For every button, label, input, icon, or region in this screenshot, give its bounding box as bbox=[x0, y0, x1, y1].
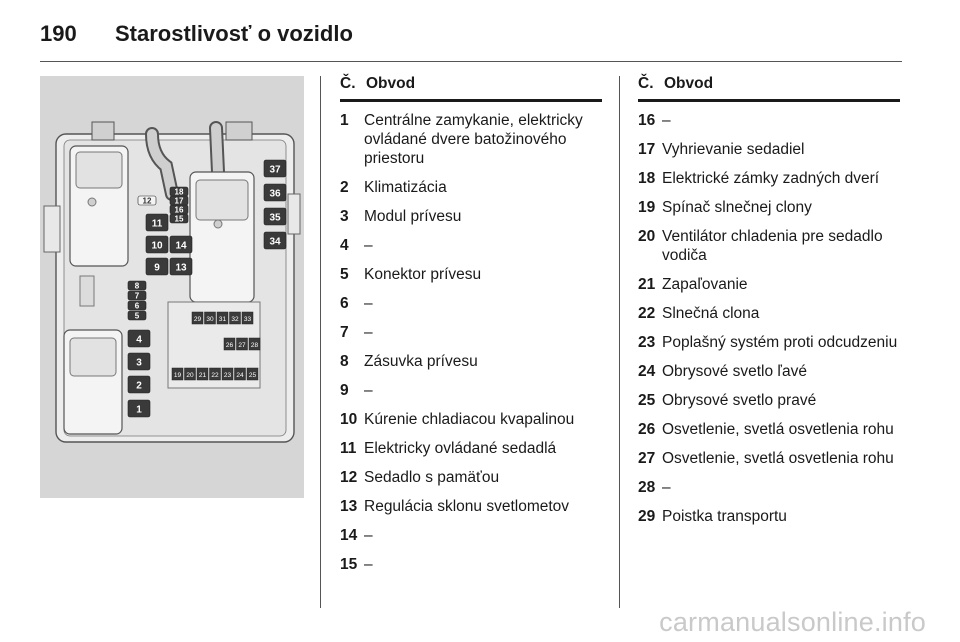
circuit-description: – bbox=[364, 295, 373, 312]
circuit-number: 19 bbox=[638, 199, 656, 216]
relay-right-knob bbox=[214, 220, 222, 228]
circuit-number: 4 bbox=[340, 237, 349, 254]
slot-mid-left bbox=[80, 276, 94, 306]
circuit-description: – bbox=[364, 382, 373, 399]
circuit-number: 2 bbox=[340, 179, 349, 196]
circuit-row bbox=[340, 497, 602, 516]
circuit-row bbox=[340, 526, 602, 545]
circuit-description: Poplašný systém proti odcudzeniu bbox=[662, 334, 898, 351]
connector-top-1 bbox=[92, 122, 114, 140]
circuit-row bbox=[340, 207, 602, 226]
header-rule bbox=[40, 61, 902, 62]
column-header-number: Č. bbox=[638, 75, 654, 92]
circuit-row bbox=[340, 381, 602, 400]
circuit-description: – bbox=[364, 324, 373, 341]
small-fuse-label: 26 bbox=[225, 342, 234, 349]
circuit-description: Slnečná clona bbox=[662, 305, 760, 322]
circuit-number: 24 bbox=[638, 363, 656, 380]
column-header-number: Č. bbox=[340, 75, 356, 92]
column-header bbox=[638, 74, 900, 102]
circuit-number: 18 bbox=[638, 170, 656, 187]
circuit-number: 23 bbox=[638, 334, 656, 351]
circuit-description: Obrysové svetlo ľavé bbox=[662, 363, 807, 380]
circuit-number: 20 bbox=[638, 228, 656, 245]
circuit-description: Elektricky ovládané sedadlá bbox=[364, 440, 557, 457]
circuit-row bbox=[638, 478, 900, 497]
circuit-row bbox=[638, 507, 900, 526]
fuse-label: 3 bbox=[136, 357, 142, 369]
circuit-row bbox=[340, 410, 602, 429]
circuit-description: – bbox=[364, 237, 373, 254]
circuit-row bbox=[340, 265, 602, 284]
fuse-label: 7 bbox=[134, 291, 140, 301]
fuse-label: 11 bbox=[151, 218, 163, 230]
circuit-row bbox=[340, 323, 602, 342]
circuit-number: 14 bbox=[340, 527, 358, 544]
fuse-label: 13 bbox=[175, 262, 187, 274]
circuit-description: Regulácia sklonu svetlometov bbox=[364, 498, 570, 515]
circuit-description: – bbox=[662, 479, 671, 496]
page-number: 190 bbox=[40, 21, 77, 46]
page-title: Starostlivosť o vozidlo bbox=[115, 21, 353, 46]
relay-right-top bbox=[196, 180, 248, 220]
circuit-description: – bbox=[364, 556, 373, 573]
circuit-number: 21 bbox=[638, 276, 656, 293]
small-fuse-label: 28 bbox=[250, 342, 259, 349]
circuit-list-right bbox=[638, 74, 900, 536]
circuit-row bbox=[340, 555, 602, 574]
housing-tab-left bbox=[44, 206, 60, 252]
circuit-number: 27 bbox=[638, 450, 656, 467]
circuit-number: 16 bbox=[638, 112, 656, 129]
fuse-label: 36 bbox=[269, 188, 281, 200]
circuit-number: 6 bbox=[340, 295, 349, 312]
small-fuse-label: 29 bbox=[193, 316, 202, 323]
fuse-label: 10 bbox=[151, 240, 163, 252]
circuit-list-left bbox=[340, 74, 602, 584]
fuse-label: 6 bbox=[134, 301, 140, 311]
circuit-number: 11 bbox=[340, 440, 357, 457]
circuit-number: 28 bbox=[638, 479, 656, 496]
small-fuse-label: 22 bbox=[211, 372, 219, 379]
relay-left-top bbox=[76, 152, 122, 188]
circuit-number: 8 bbox=[340, 353, 349, 370]
circuit-description: Vyhrievanie sedadiel bbox=[662, 141, 805, 158]
circuit-row bbox=[638, 227, 900, 265]
circuit-description: Elektrické zámky zadných dverí bbox=[662, 170, 880, 187]
fuse-label: 16 bbox=[174, 205, 184, 215]
circuit-description: Modul prívesu bbox=[364, 208, 462, 225]
circuit-description: Sedadlo s pamäťou bbox=[364, 469, 500, 486]
circuit-description: Zapaľovanie bbox=[662, 276, 748, 293]
circuit-description: Konektor prívesu bbox=[364, 266, 482, 283]
fuse-label: 8 bbox=[134, 281, 140, 291]
circuit-row bbox=[638, 275, 900, 294]
circuit-row bbox=[638, 391, 900, 410]
circuit-description: Poistka transportu bbox=[662, 508, 787, 525]
small-fuse-label: 20 bbox=[186, 372, 194, 379]
circuit-number: 3 bbox=[340, 208, 349, 225]
circuit-number: 22 bbox=[638, 305, 656, 322]
circuit-description: – bbox=[662, 112, 671, 129]
fuse-label: 14 bbox=[175, 240, 187, 252]
connector-top-2 bbox=[226, 122, 252, 140]
fuse-label: 2 bbox=[136, 380, 142, 392]
fuse-label: 12 bbox=[142, 196, 152, 206]
column-divider-2 bbox=[619, 76, 620, 608]
circuit-number: 29 bbox=[638, 508, 656, 525]
circuit-description: Kúrenie chladiacou kvapalinou bbox=[364, 411, 575, 428]
cable-right-core bbox=[216, 128, 218, 172]
circuit-row bbox=[340, 294, 602, 313]
circuit-row bbox=[340, 352, 602, 371]
circuit-row bbox=[340, 439, 602, 458]
relay-left-knob bbox=[88, 198, 96, 206]
circuit-row bbox=[638, 420, 900, 439]
circuit-description: Osvetlenie, svetlá osvetlenia rohu bbox=[662, 421, 894, 438]
circuit-row bbox=[340, 178, 602, 197]
watermark: carmanualsonline.info bbox=[659, 607, 926, 637]
small-fuse-label: 25 bbox=[248, 372, 257, 379]
fuse-label: 34 bbox=[269, 236, 281, 248]
relay-bottom-left-top bbox=[70, 338, 116, 376]
circuit-row bbox=[340, 236, 602, 255]
fuse-label: 18 bbox=[174, 187, 184, 197]
circuit-row bbox=[340, 111, 602, 168]
circuit-number: 1 bbox=[340, 112, 349, 129]
fuse-label: 4 bbox=[136, 334, 142, 346]
circuit-description: Spínač slnečnej clony bbox=[662, 199, 812, 216]
fuse-label: 5 bbox=[134, 311, 140, 321]
circuit-row bbox=[638, 362, 900, 381]
circuit-row bbox=[638, 169, 900, 188]
small-fuse-label: 23 bbox=[223, 372, 232, 379]
page-header bbox=[40, 14, 353, 54]
fuse-label: 9 bbox=[154, 262, 160, 274]
circuit-row bbox=[638, 333, 900, 352]
column-header bbox=[340, 74, 602, 102]
circuit-number: 7 bbox=[340, 324, 349, 341]
small-fuse-label: 19 bbox=[173, 372, 182, 379]
circuit-number: 15 bbox=[340, 556, 358, 573]
column-header-circuit: Obvod bbox=[664, 75, 714, 92]
circuit-description: Osvetlenie, svetlá osvetlenia rohu bbox=[662, 450, 894, 467]
circuit-description: Klimatizácia bbox=[364, 179, 447, 196]
circuit-row bbox=[340, 468, 602, 487]
column-header-circuit: Obvod bbox=[366, 75, 416, 92]
fuse-label: 37 bbox=[269, 164, 281, 176]
small-fuse-label: 24 bbox=[236, 372, 244, 379]
circuit-description: Centrálne zamykanie, elektricky ovládané dvere batožinového priestoru bbox=[364, 112, 583, 167]
fuse-box-drawing bbox=[40, 76, 304, 498]
small-fuse-label: 21 bbox=[198, 372, 207, 379]
circuit-number: 10 bbox=[340, 411, 358, 428]
small-fuse-label: 27 bbox=[238, 342, 246, 349]
small-fuse-label: 32 bbox=[231, 316, 239, 323]
circuit-description: Obrysové svetlo pravé bbox=[662, 392, 817, 409]
small-fuse-label: 31 bbox=[218, 316, 227, 323]
circuit-number: 17 bbox=[638, 141, 656, 158]
small-fuse-label: 30 bbox=[206, 316, 214, 323]
circuit-row bbox=[638, 111, 900, 130]
circuit-row bbox=[638, 449, 900, 468]
circuit-row bbox=[638, 304, 900, 323]
circuit-description: – bbox=[364, 527, 373, 544]
circuit-number: 12 bbox=[340, 469, 358, 486]
fuse-box-illustration bbox=[40, 76, 304, 498]
circuit-number: 5 bbox=[340, 266, 349, 283]
circuit-number: 26 bbox=[638, 421, 656, 438]
fuse-label: 1 bbox=[136, 404, 142, 416]
circuit-description: Ventilátor chladenia pre sedadlo vodiča bbox=[662, 228, 883, 264]
circuit-row bbox=[638, 140, 900, 159]
fuse-label: 35 bbox=[269, 212, 281, 224]
housing-tab-right bbox=[288, 194, 300, 234]
fuse-label: 17 bbox=[174, 196, 184, 206]
circuit-number: 9 bbox=[340, 382, 349, 399]
column-divider-1 bbox=[320, 76, 321, 608]
circuit-number: 13 bbox=[340, 498, 358, 515]
circuit-number: 25 bbox=[638, 392, 656, 409]
fuse-label: 15 bbox=[174, 214, 184, 224]
circuit-row bbox=[638, 198, 900, 217]
small-fuse-label: 33 bbox=[243, 316, 252, 323]
circuit-description: Zásuvka prívesu bbox=[364, 353, 478, 370]
